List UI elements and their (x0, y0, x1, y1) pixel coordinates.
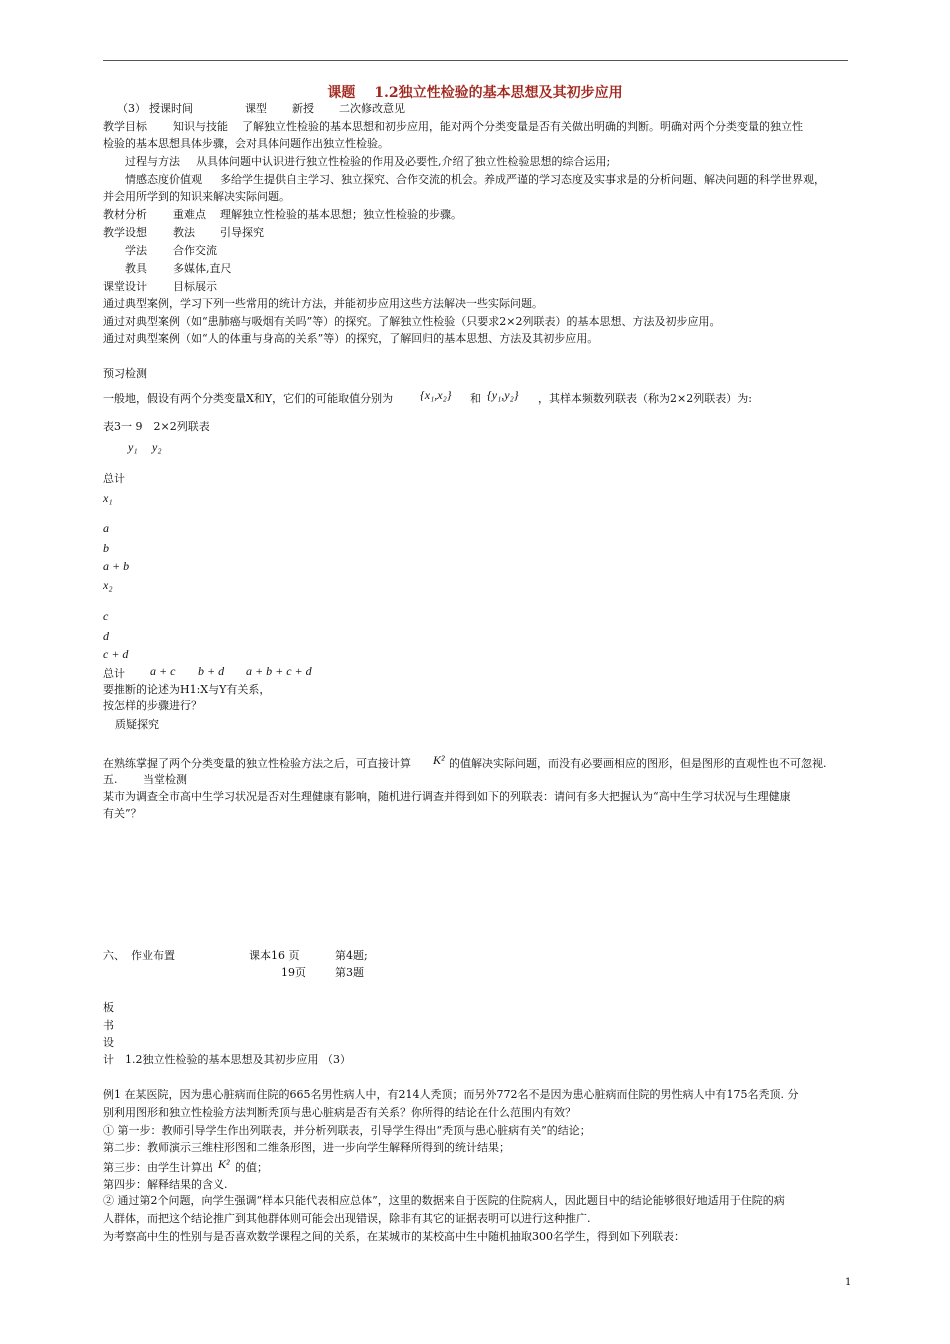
row-x2: x₂ (103, 578, 113, 592)
cell-a-plus-c: a + c (150, 664, 176, 678)
cell-b: b (103, 541, 109, 555)
process-text: 从具体问题中认识进行独立性检验的作用及必要性,介绍了独立性检验思想的综合运用; (196, 155, 611, 168)
preview-line-b: ，其样本频数列联表（称为2×2列联表）为: (538, 392, 752, 405)
section6-number: 六、 (103, 949, 125, 962)
target-item: 通过典型案例，学习下列一些常用的统计方法，并能初步应用这些方法解决一些实际问题。 (103, 297, 543, 310)
section6-label: 作业布置 (131, 949, 175, 962)
emotion-line-2: 并会用所学到的知识来解决实际问题。 (103, 190, 290, 203)
step-2: 第二步：教师演示三维柱形图和二维条形图，进一步向学生解释所得到的统计结果； (103, 1141, 510, 1154)
step-4: 第四步：解释结果的含义. (103, 1178, 228, 1191)
type-value: 新授 (292, 102, 314, 115)
knowledge-label: 知识与技能 (173, 120, 228, 133)
point-2-line-2: 人群体，而把这个结论推广到其他群体则可能会出现错误，除非有其它的证据表明可以进行这种推广. (103, 1212, 591, 1225)
knowledge-line-2: 检验的基本思想具体步骤，会对具体问题作出独立性检验。 (103, 137, 389, 150)
target-item: 通过对典型案例（如“人的体重与身高的关系”等）的探究，了解回归的基本思想、方法及其初步应用。 (103, 332, 599, 345)
cell-c-plus-d: c + d (103, 647, 129, 661)
method-value: 引导探究 (220, 226, 264, 239)
classroom-sub: 目标展示 (173, 280, 217, 293)
section5-line-1: 某市为调查全市高中生学习状况是否对生理健康有影响，随机进行调查并得到如下的列联表：请问有多大把握认为“高中生学习状况与生理健康 (103, 790, 791, 803)
lesson-number: （3） (117, 102, 146, 115)
learning-value: 合作交流 (173, 244, 217, 257)
example-line-2: 别利用图形和独立性检验方法判断秃顶与患心脏病是否有关系？你所得的结论在什么范围内有效？ (103, 1106, 576, 1119)
homework-2a: 19页 (281, 966, 306, 979)
board-char: 书 (103, 1019, 114, 1032)
cell-a-plus-b: a + b (103, 559, 130, 573)
example-line-1: 例1 在某医院，因为患心脏病而住院的665名男性病人中，有214人秃顶；而另外772名不是因为患心脏病而住院的男性病人中有175名秃顶. 分 (103, 1088, 799, 1101)
col-y2: y₂ (152, 440, 162, 454)
method-label: 教法 (173, 226, 195, 239)
set-x: {x₁,x₂} (420, 388, 452, 402)
page-number: 1 (845, 1277, 852, 1288)
board-char: 计 (103, 1053, 114, 1066)
explore-text-a: 在熟练掌握了两个分类变量的独立性检验方法之后，可直接计算 (103, 757, 411, 770)
k2-symbol: K² (433, 753, 445, 767)
process-label: 过程与方法 (125, 155, 180, 168)
cell-d: d (103, 629, 109, 643)
knowledge-line-1: 了解独立性检验的基本思想和初步应用，能对两个分类变量是否有关做出明确的判断。明确对两个分类变量的独立性 (242, 120, 803, 133)
explore-title: 质疑探究 (115, 718, 159, 731)
analysis-sub: 重难点 (173, 208, 206, 221)
point-2-line-1: ② 通过第2个问题，向学生强调“样本只能代表相应总体”，这里的数据来自于医院的住院病人，因此题目中的结论能够很好地适用于住院的病 (103, 1194, 785, 1207)
section5-label: 当堂检测 (143, 773, 187, 786)
target-item: 通过对典型案例（如“患肺癌与吸烟有关吗”等）的探究。了解独立性检验（只要求2×2列联表）的基本思想、方法及初步应用。 (103, 315, 721, 328)
section5-line-2: 有关”？ (103, 807, 142, 820)
row-x1: x₁ (103, 491, 113, 505)
infer-line-2: 按怎样的步骤进行？ (103, 699, 202, 712)
cell-a: a (103, 521, 109, 535)
example-last-line: 为考察高中生的性别与是否喜欢数学课程之间的关系，在某城市的某校高中生中随机抽取300名学生，得到如下列联表： (103, 1230, 685, 1243)
cell-total: a + b + c + d (246, 664, 312, 678)
total-label: 总计 (103, 472, 125, 485)
set-y: {y₁,y₂} (487, 388, 519, 402)
homework-2b: 第3题 (335, 966, 364, 979)
infer-line-1: 要推断的论述为H1:X与Y有关系， (103, 683, 271, 696)
step-1: ① 第一步：教师引导学生作出列联表，并分析列联表，引导学生得出“秃顶与患心脏病有关”的结论； (103, 1124, 591, 1137)
preview-and: 和 (470, 392, 481, 405)
section5-number: 五. (103, 773, 118, 786)
type-label: 课型 (245, 102, 267, 115)
tools-label: 教具 (125, 262, 147, 275)
tools-value: 多媒体,直尺 (173, 262, 232, 275)
board-char: 板 (103, 1001, 114, 1014)
preview-line-a: 一般地，假设有两个分类变量X和Y，它们的可能取值分别为 (103, 392, 394, 405)
homework-1b: 第4题; (335, 949, 368, 962)
step-3-b: 的值； (235, 1161, 268, 1174)
revision-label: 二次修改意见 (339, 102, 405, 115)
total-label-2: 总计 (103, 667, 125, 680)
page-title: 课题 1.2独立性检验的基本思想及其初步应用 (327, 85, 623, 101)
col-y1: y₁ (128, 440, 138, 454)
board-text: 1.2独立性检验的基本思想及其初步应用 （3） (125, 1053, 351, 1066)
goals-label: 教学目标 (103, 120, 147, 133)
analysis-text: 理解独立性检验的基本思想；独立性检验的步骤。 (220, 208, 462, 221)
header-rule (103, 60, 848, 61)
learning-label: 学法 (125, 244, 147, 257)
explore-text-b: 的值解决实际问题，而没有必要画相应的图形，但是图形的直观性也不可忽视. (449, 757, 827, 770)
classroom-label: 课堂设计 (103, 280, 147, 293)
board-char: 设 (103, 1036, 114, 1049)
table-caption: 表3一 9 2×2列联表 (103, 420, 210, 433)
time-label: 授课时间 (149, 102, 193, 115)
cell-b-plus-d: b + d (198, 664, 225, 678)
analysis-label: 教材分析 (103, 208, 147, 221)
emotion-line-1: 多给学生提供自主学习、独立探究、合作交流的机会。养成严谨的学习态度及实事求是的分析问题、解决问题的科学世界观， (220, 173, 825, 186)
design-label: 教学设想 (103, 226, 147, 239)
preview-title: 预习检测 (103, 367, 147, 380)
emotion-label: 情感态度价值观 (125, 173, 202, 186)
step-3-a: 第三步：由学生计算出 (103, 1161, 213, 1174)
cell-c: c (103, 609, 109, 623)
step-3-k2: K² (218, 1157, 230, 1171)
homework-1a: 课本16 页 (249, 949, 300, 962)
